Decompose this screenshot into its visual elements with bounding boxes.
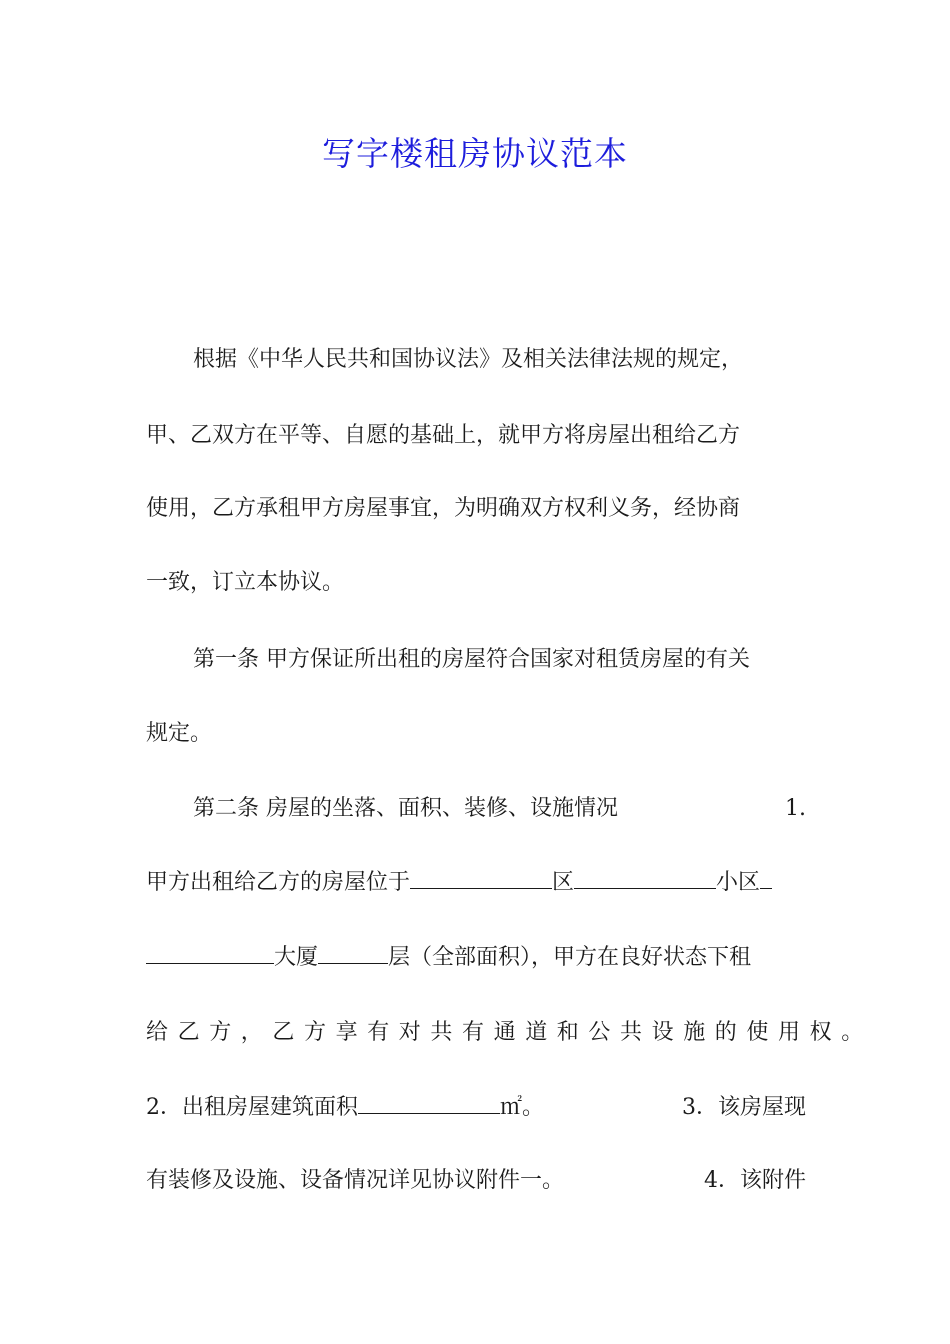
area-text: 2．出租房屋建筑面积 — [146, 1095, 358, 1120]
article-2-heading-line — [193, 794, 806, 824]
blank-community[interactable] — [574, 870, 716, 889]
article-2-heading: 第二条 房屋的坐落、面积、装修、设施情况 — [193, 796, 618, 821]
article-2-building-line — [146, 943, 806, 973]
blank-building[interactable] — [146, 945, 274, 964]
floor-text: 层（全部面积），甲方在良好状态下租 — [388, 945, 752, 970]
district-label: 区 — [552, 870, 575, 895]
blank-building-start[interactable] — [760, 870, 772, 889]
item-number-1: 1. — [785, 796, 806, 821]
blank-district[interactable] — [410, 870, 552, 889]
community-label: 小区 — [716, 870, 761, 895]
paragraph-line: 一致，订立本协议。 — [146, 570, 345, 595]
paragraph-line: 根据《中华人民共和国协议法》及相关法律法规的规定， — [193, 347, 744, 372]
article-2-decoration-line — [146, 1166, 806, 1196]
item-3-text: 3．该房屋现 — [682, 1095, 806, 1120]
blank-area[interactable] — [358, 1095, 500, 1114]
item-4-text: 4．该附件 — [704, 1168, 806, 1193]
area-unit: ㎡。 — [500, 1095, 545, 1120]
article-2-location-line — [146, 868, 806, 898]
building-label: 大厦 — [274, 945, 319, 970]
article-2-rights-line: 给乙方，乙方享有对共有通道和公共设施的使用权。 — [146, 1020, 873, 1045]
article-1-line: 规定。 — [146, 721, 213, 746]
document-title: 写字楼租房协议范本 — [322, 134, 628, 173]
article-1-line: 第一条 甲方保证所出租的房屋符合国家对租赁房屋的有关 — [193, 647, 750, 672]
paragraph-line: 甲、乙双方在平等、自愿的基础上，就甲方将房屋出租给乙方 — [146, 423, 741, 448]
blank-floor[interactable] — [318, 945, 388, 964]
decoration-text: 有装修及设施、设备情况详见协议附件一。 — [146, 1168, 565, 1193]
paragraph-line: 使用，乙方承租甲方房屋事宜，为明确双方权利义务，经协商 — [146, 496, 741, 521]
article-2-area-line — [146, 1093, 806, 1123]
location-text: 甲方出租给乙方的房屋位于 — [146, 870, 411, 895]
